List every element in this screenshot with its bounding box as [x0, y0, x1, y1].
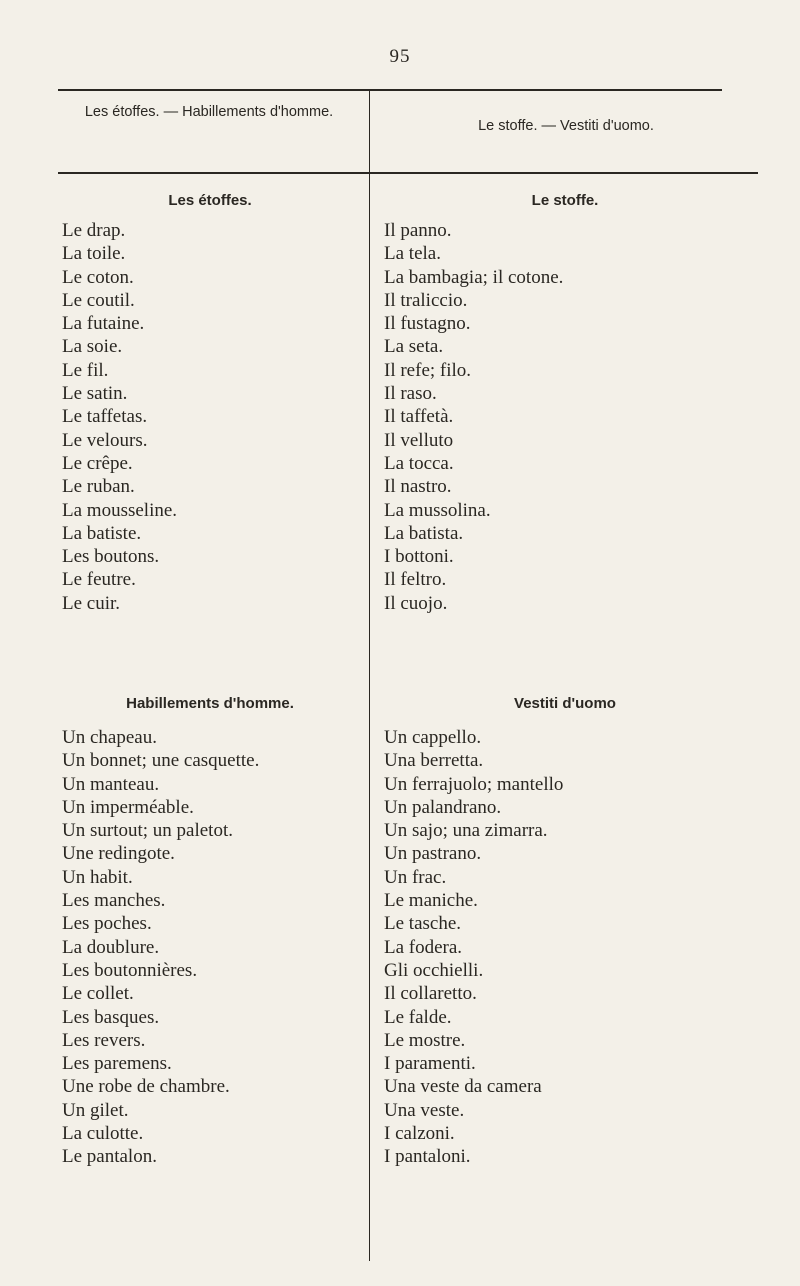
list-item: La seta. [384, 336, 444, 358]
list-item: Il raso. [384, 383, 437, 405]
list-item: La batiste. [62, 522, 142, 544]
column-divider [369, 89, 370, 1261]
list-item: Le cuir. [62, 592, 121, 614]
list-item: Le coutil. [62, 289, 135, 311]
list-item: Le pantalon. [62, 1146, 157, 1168]
list-item: Il refe; filo. [384, 359, 472, 381]
list-item: Le falde. [384, 1006, 452, 1028]
list-item: La toile. [62, 243, 126, 265]
clothing-list-fr [62, 726, 259, 1169]
list-item: Una veste. [384, 1099, 465, 1121]
list-item: Le fil. [62, 359, 109, 381]
header-left: Les étoffes. — Habillements d'homme. [84, 104, 334, 120]
list-item: Un frac. [384, 866, 447, 888]
header-bottom-rule [58, 172, 758, 174]
list-item: Un imperméable. [62, 796, 194, 818]
fabrics-list-it [384, 219, 563, 615]
list-item: Un palandrano. [384, 796, 502, 818]
list-item: La soie. [62, 336, 123, 358]
list-item: Il cuojo. [384, 592, 448, 614]
section-title-fr: Les étoffes. [168, 192, 252, 209]
list-item: Les basques. [62, 1006, 160, 1028]
list-item: Il collaretto. [384, 983, 477, 1005]
list-item: Les boutons. [62, 546, 160, 568]
list-item: Un ferrajuolo; mantello [384, 773, 564, 795]
list-item: Il nastro. [384, 476, 452, 498]
list-item: Un bonnet; une casquette. [62, 750, 260, 772]
list-item: I paramenti. [384, 1053, 476, 1075]
list-item: Un gilet. [62, 1099, 129, 1121]
list-item: Il feltro. [384, 569, 447, 591]
list-item: Les paremens. [62, 1053, 172, 1075]
list-item: Le tasche. [384, 913, 462, 935]
list-item: Le maniche. [384, 890, 478, 912]
list-item: Le feutre. [62, 569, 136, 591]
list-item: Le ruban. [62, 476, 135, 498]
list-item: Il velluto [384, 429, 454, 451]
section-title-it: Vestiti d'uomo [514, 695, 616, 712]
list-item: La batista. [384, 522, 464, 544]
list-item: Le collet. [62, 983, 134, 1005]
list-item: Le coton. [62, 266, 134, 288]
list-item: Les manches. [62, 890, 166, 912]
list-item: Les boutonnières. [62, 959, 198, 981]
list-item: Les poches. [62, 913, 152, 935]
list-item: Le satin. [62, 383, 128, 405]
list-item: I calzoni. [384, 1123, 455, 1145]
list-item: Gli occhielli. [384, 959, 484, 981]
page-number: 95 [389, 46, 411, 67]
list-item: La bambagia; il cotone. [384, 266, 564, 288]
list-item: Un pastrano. [384, 843, 482, 865]
list-item: La mousseline. [62, 499, 178, 521]
list-item: La mussolina. [384, 499, 491, 521]
list-item: Le crêpe. [62, 452, 133, 474]
fabrics-list-fr [62, 219, 177, 615]
list-item: Le drap. [62, 220, 126, 241]
list-item: I bottoni. [384, 546, 454, 568]
list-item: Les revers. [62, 1029, 146, 1051]
list-item: La culotte. [62, 1123, 144, 1145]
header-right: Le stoffe. — Vestiti d'uomo. [478, 118, 654, 134]
clothing-list-it [384, 726, 563, 1169]
list-item: Il taffetà. [384, 406, 454, 428]
list-item: La doublure. [62, 936, 160, 958]
list-item: La futaine. [62, 313, 145, 335]
section-title-fr: Habillements d'homme. [126, 695, 294, 712]
section-title-it: Le stoffe. [531, 192, 599, 209]
list-item: Il traliccio. [384, 289, 468, 311]
list-item: Una berretta. [384, 750, 484, 772]
list-item: Un manteau. [62, 773, 160, 795]
list-item: La fodera. [384, 936, 463, 958]
list-item: Un chapeau. [62, 727, 157, 748]
list-item: Un surtout; un paletot. [62, 820, 233, 842]
list-item: La tocca. [384, 452, 454, 474]
list-item: Un sajo; una zimarra. [384, 820, 548, 842]
list-item: Le mostre. [384, 1029, 466, 1051]
list-item: Il fustagno. [384, 313, 471, 335]
list-item: Il panno. [384, 220, 452, 241]
list-item: Une robe de chambre. [62, 1076, 230, 1098]
list-item: La tela. [384, 243, 441, 265]
list-item: Le taffetas. [62, 406, 148, 428]
list-item: I pantaloni. [384, 1146, 471, 1168]
list-item: Una veste da camera [384, 1076, 542, 1098]
header-top-rule [58, 89, 722, 91]
list-item: Une redingote. [62, 843, 175, 865]
list-item: Un habit. [62, 866, 133, 888]
list-item: Un cappello. [384, 727, 482, 748]
list-item: Le velours. [62, 429, 148, 451]
